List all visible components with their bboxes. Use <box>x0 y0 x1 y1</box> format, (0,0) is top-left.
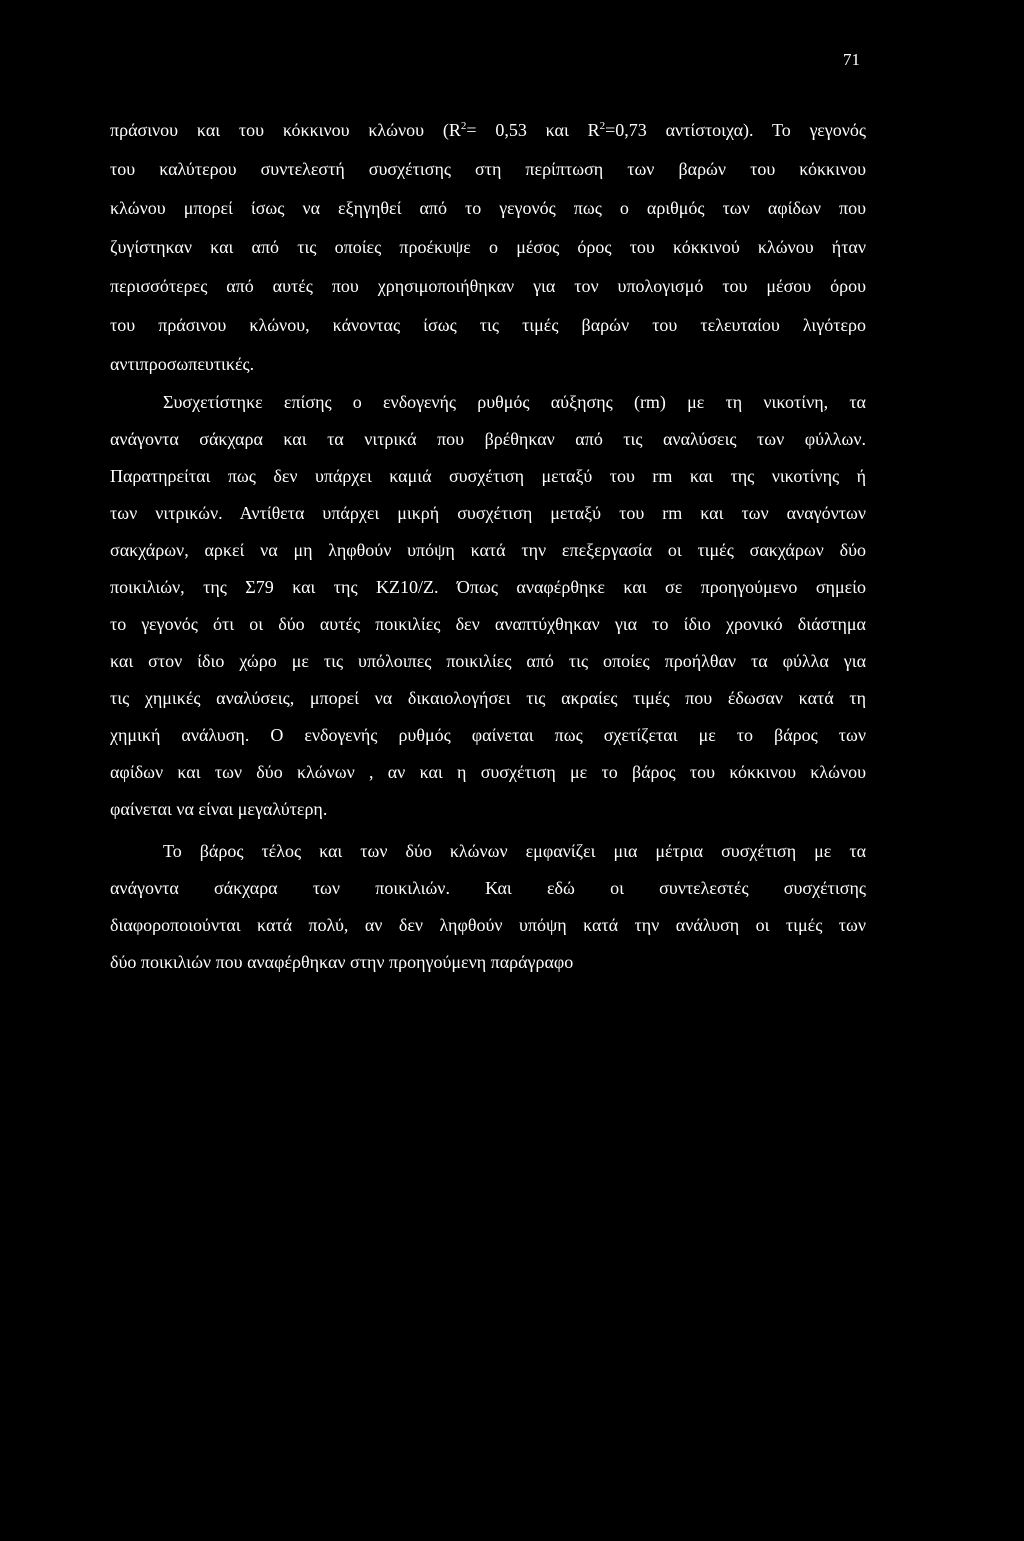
paragraph-1-line-7: αντιπροσωπευτικές. <box>110 354 255 374</box>
paragraph-1-line-3: κλώνου μπορεί ίσως να εξηγηθεί από το γεγονός πως ο αριθμός των αφίδων που <box>110 198 866 218</box>
paragraph-2-line-7: το γεγονός ότι οι δύο αυτές ποικιλίες δεν αναπτύχθηκαν για το ίδιο χρονικό διάστημα <box>110 614 866 634</box>
text-span: πράσινου και του κόκκινου κλώνου (R <box>110 120 461 140</box>
paragraph-1-line-1 <box>110 117 866 143</box>
paragraph-1-line-2: του καλύτερου συντελεστή συσχέτισης στη περίπτωση των βαρών του κόκκινου <box>110 159 866 179</box>
paragraph-1-line-6: του πράσινου κλώνου, κάνοντας ίσως τις τιμές βαρών του τελευταίου λιγότερο <box>110 315 866 335</box>
paragraph-2-line-1: Συσχετίστηκε επίσης ο ενδογενής ρυθμός αύξησης (rm) με τη νικοτίνη, τα <box>163 392 866 412</box>
paragraph-2-line-8: και στον ίδιο χώρο με τις υπόλοιπες ποικιλίες από τις οποίες προήλθαν τα φύλλα για <box>110 651 866 671</box>
paragraph-2-line-3: Παρατηρείται πως δεν υπάρχει καμιά συσχέτιση μεταξύ του rm και της νικοτίνης ή <box>110 466 866 486</box>
text-span: =0,73 αντίστοιχα). Το γεγονός <box>605 120 867 140</box>
paragraph-2-line-5: σακχάρων, αρκεί να μη ληφθούν υπόψη κατά την επεξεργασία οι τιμές σακχάρων δύο <box>110 540 866 560</box>
paragraph-2-line-12: φαίνεται να είναι μεγαλύτερη. <box>110 799 328 819</box>
paragraph-2-line-4: των νιτρικών. Αντίθετα υπάρχει μικρή συσχέτιση μεταξύ του rm και των αναγόντων <box>110 503 866 523</box>
paragraph-1-line-4: ζυγίστηκαν και από τις οποίες προέκυψε ο μέσος όρος του κόκκινού κλώνου ήταν <box>110 237 866 257</box>
paragraph-2-line-6: ποικιλιών, της Σ79 και της ΚΖ10/Ζ. Όπως αναφέρθηκε και σε προηγούμενο σημείο <box>110 577 866 597</box>
paragraph-3-line-3: διαφοροποιούνται κατά πολύ, αν δεν ληφθούν υπόψη κατά την ανάλυση οι τιμές των <box>110 915 866 935</box>
paragraph-3-line-2: ανάγοντα σάκχαρα των ποικιλιών. Και εδώ οι συντελεστές συσχέτισης <box>110 878 866 898</box>
paragraph-2-line-9: τις χημικές αναλύσεις, μπορεί να δικαιολογήσει τις ακραίες τιμές που έδωσαν κατά τη <box>110 688 866 708</box>
superscript: 2 <box>599 120 606 132</box>
paragraph-3-line-4: δύο ποικιλιών που αναφέρθηκαν στην προηγούμενη παράγραφο <box>110 952 574 972</box>
paragraph-2-line-10: χημική ανάλυση. Ο ενδογενής ρυθμός φαίνεται πως σχετίζεται με το βάρος των <box>110 725 866 745</box>
paragraph-2-line-11: αφίδων και των δύο κλώνων , αν και η συσχέτιση με το βάρος του κόκκινου κλώνου <box>110 762 866 782</box>
superscript: 2 <box>460 120 467 132</box>
paragraph-1-line-5: περισσότερες από αυτές που χρησιμοποιήθηκαν για τον υπολογισμό του μέσου όρου <box>110 276 866 296</box>
paragraph-3-line-1: Το βάρος τέλος και των δύο κλώνων εμφανίζει μια μέτρια συσχέτιση με τα <box>163 841 866 861</box>
paragraph-2-line-2: ανάγοντα σάκχαρα και τα νιτρικά που βρέθηκαν από τις αναλύσεις των φύλλων. <box>110 429 866 449</box>
page-number: 71 <box>843 50 860 69</box>
text-span: = 0,53 και R <box>466 120 600 140</box>
